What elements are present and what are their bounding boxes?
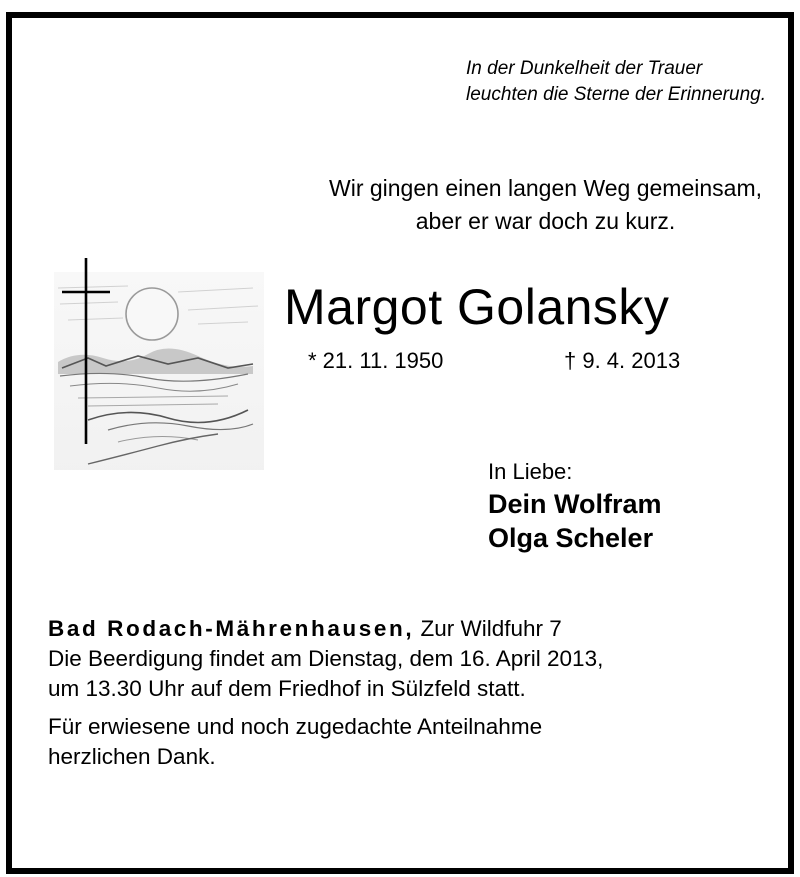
thanks-line-2: herzlichen Dank. <box>48 744 216 769</box>
address-place: Bad Rodach-Mährenhausen, <box>48 616 415 641</box>
mourner-name: Olga Scheler <box>488 523 654 553</box>
mourner-name: Dein Wolfram <box>488 489 662 519</box>
address-street: Zur Wildfuhr 7 <box>414 616 562 641</box>
cross-moon-landscape-icon <box>48 258 264 470</box>
lead-line-2: aber er war doch zu kurz. <box>415 208 676 234</box>
thanks-line-1: Für erwiesene und noch zugedachte Anteilnahme <box>48 714 543 739</box>
death-date: † 9. 4. 2013 <box>564 348 681 373</box>
mourners-intro: In Liebe: <box>488 459 573 484</box>
birth-date: * 21. 11. 1950 <box>308 348 444 373</box>
lead-text <box>329 172 762 238</box>
address <box>48 614 603 644</box>
quote <box>466 56 766 108</box>
funeral-line-1: Die Beerdigung findet am Dienstag, dem 16. April 2013, <box>48 646 604 671</box>
footer <box>48 614 603 772</box>
quote-line-2: leuchten die Sterne der Erinnerung. <box>466 84 766 105</box>
lead-line-1: Wir gingen einen langen Weg gemeinsam, <box>329 175 762 201</box>
mourners <box>488 456 662 555</box>
funeral-line-2: um 13.30 Uhr auf dem Friedhof in Sülzfeld statt. <box>48 676 526 701</box>
deceased-name: Margot Golansky <box>284 279 670 335</box>
quote-line-1: In der Dunkelheit der Trauer <box>466 58 703 79</box>
